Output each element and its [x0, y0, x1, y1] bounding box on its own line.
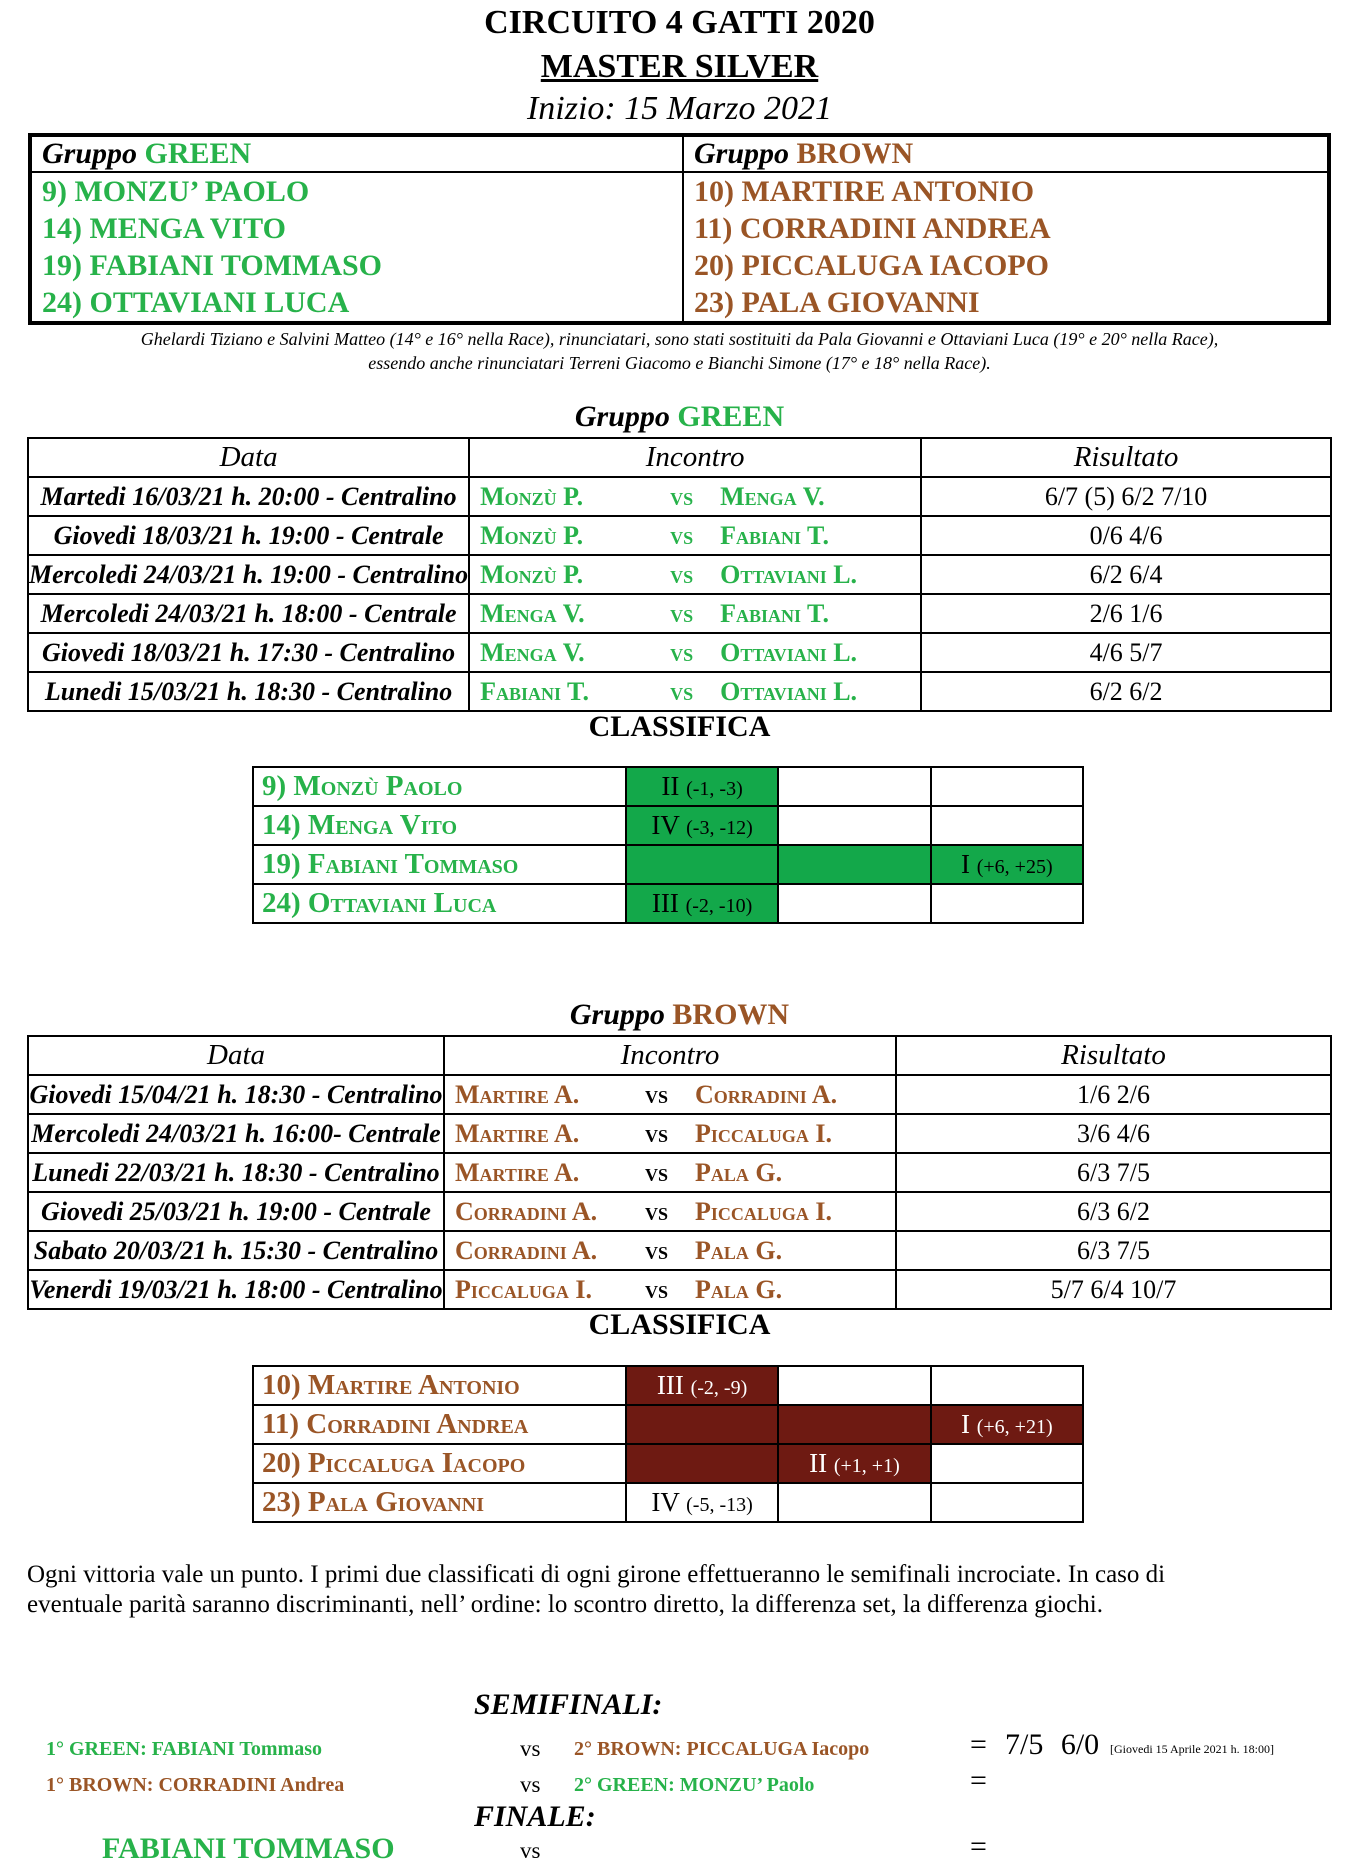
rules-text	[27, 1560, 1332, 1620]
match-players	[444, 1114, 896, 1153]
brown-group-header	[683, 135, 1329, 172]
standing-cell	[931, 1405, 1083, 1444]
table-row	[28, 477, 1331, 516]
match-date: Mercoledi 24/03/21 h. 18:00 - Centrale	[28, 594, 469, 633]
player-1: Menga V.	[480, 637, 585, 667]
standing-cell	[931, 845, 1083, 884]
player-entry: 14) MENGA VITO	[42, 212, 286, 245]
vs-label: vs	[645, 1274, 669, 1304]
player-1: Monzù P.	[480, 520, 584, 550]
player-entry: 9) MONZU’ PAOLO	[42, 175, 310, 208]
col-header-result: Risultato	[896, 1036, 1331, 1075]
standing-rank: II	[809, 1448, 828, 1478]
player-2: Fabiani T.	[720, 598, 829, 628]
section-label: Gruppo	[569, 998, 665, 1031]
standing-name: 20) Piccaluga Iacopo	[253, 1444, 626, 1483]
match-result: 6/7 (5) 6/2 7/10	[921, 477, 1331, 516]
match-result: 4/6 5/7	[921, 633, 1331, 672]
player-2: Piccaluga I.	[695, 1196, 833, 1226]
match-date: Mercoledi 24/03/21 h. 16:00- Centrale	[28, 1114, 444, 1153]
vs-label: vs	[645, 1079, 669, 1109]
standing-name: 11) Corradini Andrea	[253, 1405, 626, 1444]
match-result: 1/6 2/6	[896, 1075, 1331, 1114]
player-1: Monzù P.	[480, 481, 584, 511]
final-vs: vs	[520, 1838, 541, 1863]
green-player-list	[30, 172, 683, 323]
player-entry: 11) CORRADINI ANDREA	[694, 212, 1051, 245]
table-row	[28, 1231, 1331, 1270]
standing-cell	[931, 767, 1083, 806]
section-group: BROWN	[672, 998, 790, 1031]
player-2: Fabiani T.	[720, 520, 829, 550]
standing-detail: (-1, -3)	[686, 778, 743, 800]
match-players	[444, 1270, 896, 1309]
vs-label: vs	[670, 676, 694, 706]
match-players	[469, 594, 921, 633]
match-result: 6/3 6/2	[896, 1192, 1331, 1231]
standing-cell	[626, 884, 778, 923]
vs-label: vs	[670, 559, 694, 589]
match-players	[444, 1192, 896, 1231]
table-row	[28, 1192, 1331, 1231]
match-players	[469, 477, 921, 516]
col-header-date: Data	[28, 438, 469, 477]
semi1-equals: =	[970, 1728, 987, 1761]
player-1: Martire A.	[455, 1079, 580, 1109]
standing-cell	[626, 1483, 778, 1522]
player-2: Piccaluga I.	[695, 1118, 833, 1148]
match-players	[469, 633, 921, 672]
final-title: FINALE:	[474, 1800, 596, 1833]
semi2-vs: vs	[520, 1772, 541, 1797]
group-label: Gruppo	[694, 137, 790, 170]
semifinals-title: SEMIFINALI:	[474, 1688, 663, 1721]
match-players	[444, 1153, 896, 1192]
match-result: 6/3 7/5	[896, 1153, 1331, 1192]
match-date: Giovedi 15/04/21 h. 18:30 - Centralino	[28, 1075, 444, 1114]
semi2-right: 2° GREEN: MONZU’ Paolo	[574, 1774, 815, 1796]
semi1-left: 1° GREEN: FABIANI Tommaso	[46, 1738, 322, 1760]
player-entry: 24) OTTAVIANI LUCA	[42, 286, 350, 319]
match-date: Lunedi 15/03/21 h. 18:30 - Centralino	[28, 672, 469, 711]
player-2: Pala G.	[695, 1235, 783, 1265]
standing-detail: (-3, -12)	[686, 817, 753, 839]
vs-label: vs	[645, 1235, 669, 1265]
group-name: GREEN	[144, 137, 252, 170]
standing-cell	[931, 1444, 1083, 1483]
semi1-note: [Giovedi 15 Aprile 2021 h. 18:00]	[1110, 1742, 1274, 1756]
standing-cell	[931, 1483, 1083, 1522]
player-1: Piccaluga I.	[455, 1274, 593, 1304]
standing-rank: IV	[651, 1487, 680, 1517]
player-2: Ottaviani L.	[720, 559, 858, 589]
standing-cell	[778, 1444, 930, 1483]
rules-line: eventuale parità saranno discriminanti, nell’ ordine: lo scontro diretto, la differenza set, la differenza giochi.	[27, 1591, 1103, 1618]
final-left: FABIANI TOMMASO	[102, 1832, 395, 1865]
match-date: Martedi 16/03/21 h. 20:00 - Centralino	[28, 477, 469, 516]
standing-row	[253, 767, 1083, 806]
player-entry: 20) PICCALUGA IACOPO	[694, 249, 1050, 282]
standing-rank: I	[960, 1409, 970, 1439]
brown-player-list	[683, 172, 1329, 323]
table-row	[28, 1114, 1331, 1153]
standing-name: 24) Ottaviani Luca	[253, 884, 626, 923]
vs-label: vs	[670, 598, 694, 628]
final-equals: =	[970, 1830, 987, 1863]
vs-label: vs	[670, 520, 694, 550]
standing-cell	[778, 767, 930, 806]
standing-row	[253, 884, 1083, 923]
standing-cell	[931, 806, 1083, 845]
match-date: Mercoledi 24/03/21 h. 19:00 - Centralino	[28, 555, 469, 594]
vs-label: vs	[670, 637, 694, 667]
match-result: 3/6 4/6	[896, 1114, 1331, 1153]
vs-label: vs	[670, 481, 694, 511]
subtitle-text: MASTER SILVER	[540, 48, 819, 85]
vs-label: vs	[645, 1196, 669, 1226]
player-2: Pala G.	[695, 1274, 783, 1304]
green-group-header	[30, 135, 683, 172]
player-1: Fabiani T.	[480, 676, 589, 706]
standing-rank: IV	[651, 810, 680, 840]
player-1: Menga V.	[480, 598, 585, 628]
standing-cell	[778, 806, 930, 845]
standing-cell	[626, 1444, 778, 1483]
match-date: Venerdi 19/03/21 h. 18:00 - Centralino	[28, 1270, 444, 1309]
rules-line: Ogni vittoria vale un punto. I primi due classificati di ogni girone effettueranno le semifinali incrociate. In caso di	[27, 1561, 1166, 1588]
match-result: 6/2 6/2	[921, 672, 1331, 711]
match-result: 6/2 6/4	[921, 555, 1331, 594]
col-header-match: Incontro	[469, 438, 921, 477]
substitution-note	[0, 327, 1359, 375]
table-row	[28, 516, 1331, 555]
standing-name: 14) Menga Vito	[253, 806, 626, 845]
standing-row	[253, 1366, 1083, 1405]
section-group: GREEN	[677, 400, 785, 433]
group-label: Gruppo	[42, 137, 138, 170]
note-line: essendo anche rinunciatari Terreni Giacomo e Bianchi Simone (17° e 18° nella Race).	[368, 353, 991, 373]
player-1: Corradini A.	[455, 1196, 598, 1226]
player-1: Corradini A.	[455, 1235, 598, 1265]
standing-detail: (+1, +1)	[833, 1455, 900, 1477]
player-2: Pala G.	[695, 1157, 783, 1187]
green-matches-table	[27, 437, 1332, 712]
standing-name: 23) Pala Giovanni	[253, 1483, 626, 1522]
vs-label: vs	[645, 1157, 669, 1187]
match-players	[469, 672, 921, 711]
standing-rank: II	[661, 771, 680, 801]
standing-row	[253, 845, 1083, 884]
table-row	[28, 1153, 1331, 1192]
brown-standings-table	[252, 1365, 1084, 1523]
standing-row	[253, 1405, 1083, 1444]
start-date: Inizio: 15 Marzo 2021	[526, 90, 833, 127]
match-players	[469, 516, 921, 555]
player-2: Ottaviani L.	[720, 637, 858, 667]
page-subtitle	[0, 48, 1359, 86]
vs-label: vs	[645, 1118, 669, 1148]
player-1: Martire A.	[455, 1157, 580, 1187]
standing-name: 10) Martire Antonio	[253, 1366, 626, 1405]
standing-name: 9) Monzù Paolo	[253, 767, 626, 806]
standing-cell	[778, 1366, 930, 1405]
page-title: CIRCUITO 4 GATTI 2020	[484, 4, 875, 41]
table-row	[28, 555, 1331, 594]
match-result: 2/6 1/6	[921, 594, 1331, 633]
player-1: Martire A.	[455, 1118, 580, 1148]
groups-table	[28, 133, 1331, 325]
player-2: Ottaviani L.	[720, 676, 858, 706]
col-header-match: Incontro	[444, 1036, 896, 1075]
standing-cell	[626, 845, 778, 884]
player-2: Corradini A.	[695, 1079, 838, 1109]
player-entry: 23) PALA GIOVANNI	[694, 286, 980, 319]
standing-row	[253, 806, 1083, 845]
player-entry: 19) FABIANI TOMMASO	[42, 249, 383, 282]
brown-section-title	[0, 998, 1359, 1032]
player-1: Monzù P.	[480, 559, 584, 589]
table-row	[28, 1270, 1331, 1309]
green-classifica-title: CLASSIFICA	[588, 710, 771, 743]
standing-name: 19) Fabiani Tommaso	[253, 845, 626, 884]
table-row	[28, 672, 1331, 711]
standing-rank: I	[960, 849, 970, 879]
table-row	[28, 1075, 1331, 1114]
match-date: Giovedi 18/03/21 h. 17:30 - Centralino	[28, 633, 469, 672]
standing-rank: III	[656, 1370, 684, 1400]
semi1-right: 2° BROWN: PICCALUGA Iacopo	[574, 1738, 870, 1760]
green-standings-table	[252, 766, 1084, 924]
match-date: Lunedi 22/03/21 h. 18:30 - Centralino	[28, 1153, 444, 1192]
player-2: Menga V.	[720, 481, 825, 511]
section-label: Gruppo	[574, 400, 670, 433]
match-players	[469, 555, 921, 594]
semi2-left: 1° BROWN: CORRADINI Andrea	[46, 1774, 345, 1796]
match-date: Sabato 20/03/21 h. 15:30 - Centralino	[28, 1231, 444, 1270]
standing-cell	[778, 884, 930, 923]
standing-cell	[778, 1405, 930, 1444]
brown-classifica-title: CLASSIFICA	[588, 1308, 771, 1341]
match-result: 6/3 7/5	[896, 1231, 1331, 1270]
standing-cell	[778, 845, 930, 884]
table-row	[28, 633, 1331, 672]
standing-cell	[778, 1483, 930, 1522]
standing-detail: (+6, +21)	[976, 1416, 1053, 1438]
col-header-date: Data	[28, 1036, 444, 1075]
standing-detail: (-2, -10)	[685, 895, 753, 917]
table-row	[28, 594, 1331, 633]
green-section-title	[0, 400, 1359, 434]
standing-cell	[931, 884, 1083, 923]
standing-cell	[626, 1366, 778, 1405]
semi1-vs: vs	[520, 1736, 541, 1761]
semi1-result: 7/5 6/0	[1005, 1728, 1100, 1761]
standing-row	[253, 1483, 1083, 1522]
col-header-result: Risultato	[921, 438, 1331, 477]
match-players	[444, 1075, 896, 1114]
note-line: Ghelardi Tiziano e Salvini Matteo (14° e 16° nella Race), rinunciatari, sono stati sostituiti da Pala Giovanni e Ottaviani Luca (19° e 20° nella Race),	[140, 329, 1219, 349]
brown-matches-table	[27, 1035, 1332, 1310]
standing-detail: (-2, -9)	[690, 1377, 748, 1399]
match-date: Giovedi 18/03/21 h. 19:00 - Centrale	[28, 516, 469, 555]
standing-row	[253, 1444, 1083, 1483]
standing-rank: III	[651, 888, 679, 918]
match-result: 5/7 6/4 10/7	[896, 1270, 1331, 1309]
match-players	[444, 1231, 896, 1270]
standing-cell	[626, 806, 778, 845]
semi2-equals: =	[970, 1764, 987, 1797]
match-date: Giovedi 25/03/21 h. 19:00 - Centrale	[28, 1192, 444, 1231]
player-entry: 10) MARTIRE ANTONIO	[694, 175, 1035, 208]
standing-detail: (+6, +25)	[976, 856, 1053, 878]
group-name: BROWN	[796, 137, 914, 170]
match-result: 0/6 4/6	[921, 516, 1331, 555]
standing-detail: (-5, -13)	[686, 1494, 753, 1516]
standing-cell	[626, 1405, 778, 1444]
standing-cell	[931, 1366, 1083, 1405]
standing-cell	[626, 767, 778, 806]
